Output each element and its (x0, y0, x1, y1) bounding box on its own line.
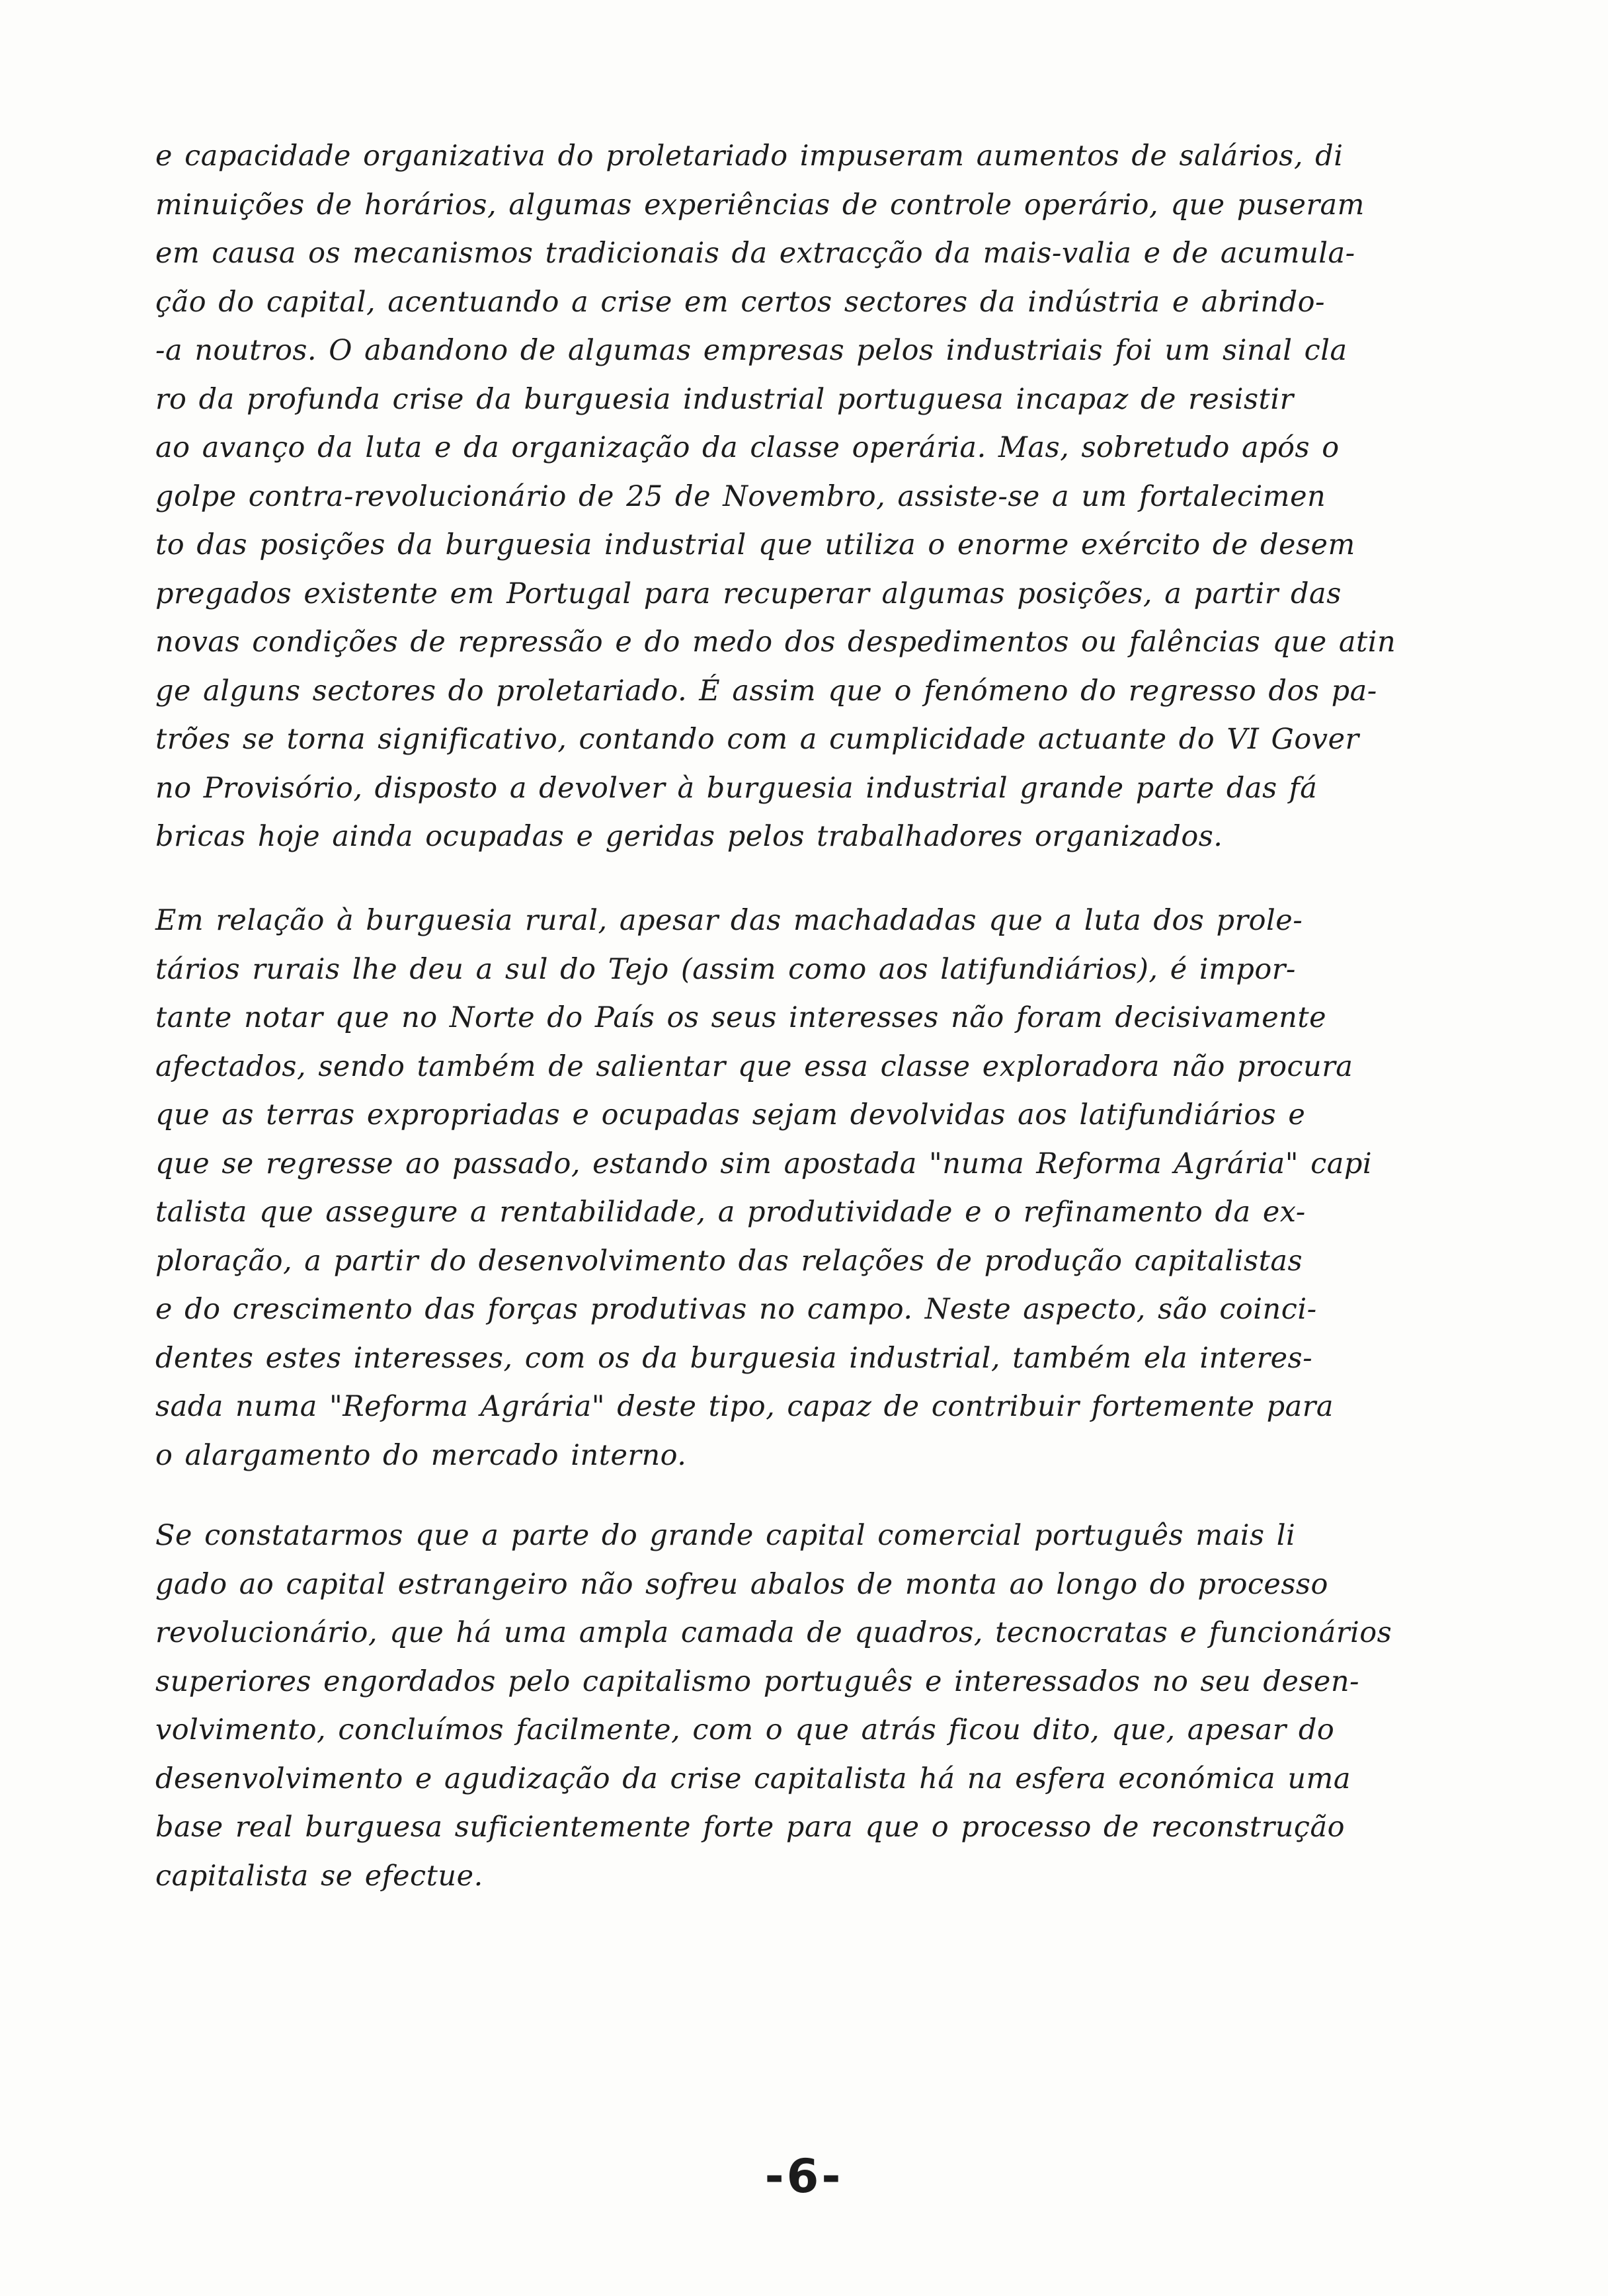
text-line: superiores engordados pelo capitalismo português e interessados no seu desen- (155, 1664, 1360, 1698)
text-line: tários rurais lhe deu a sul do Tejo (assim como aos latifundiários), é impor- (155, 952, 1296, 986)
text-line: e capacidade organizativa do proletariado impuseram aumentos de salários, di (155, 140, 1344, 173)
text-line: desenvolvimento e agudização da crise capitalista há na esfera económica uma (155, 1762, 1351, 1795)
text-line: talista que assegure a rentabilidade, a produtividade e o refinamento da ex- (155, 1196, 1306, 1229)
text-line: ro da profunda crise da burguesia industrial portuguesa incapaz de resistir (155, 382, 1294, 416)
text-line: trões se torna significativo, contando com a cumplicidade actuante do VI Gover (155, 723, 1359, 756)
text-line: golpe contra-revolucionário de 25 de Novembro, assiste-se a um fortalecimen (155, 479, 1326, 513)
text-line: volvimento, concluímos facilmente, com o que atrás ficou dito, que, apesar do (155, 1713, 1335, 1746)
text-line: revolucionário, que há uma ampla camada de quadros, tecnocratas e funcionários (155, 1616, 1392, 1649)
text-line: que as terras expropriadas e ocupadas sejam devolvidas aos latifundiários e (155, 1098, 1306, 1131)
text-line: bricas hoje ainda ocupadas e geridas pelos trabalhadores organizados. (155, 820, 1223, 853)
text-line: ge alguns sectores do proletariado. É assim que o fenómeno do regresso dos pa- (155, 674, 1377, 708)
text-line: ção do capital, acentuando a crise em certos sectores da indústria e abrindo- (155, 285, 1326, 319)
text-line: novas condições de repressão e do medo dos despedimentos ou falências que atin (155, 626, 1396, 659)
paragraph-3 (155, 1512, 1451, 1901)
text-line: Em relação à burguesia rural, apesar das machadadas que a luta dos prole- (155, 904, 1303, 937)
text-line: que se regresse ao passado, estando sim apostada "numa Reforma Agrária" capi (155, 1147, 1373, 1180)
text-line: sada numa "Reforma Agrária" deste tipo, capaz de contribuir fortemente para (155, 1390, 1334, 1423)
text-line: ao avanço da luta e da organização da classe operária. Mas, sobretudo após o (155, 431, 1340, 464)
text-line: o alargamento do mercado interno. (155, 1438, 687, 1472)
text-line: tante notar que no Norte do País os seus interesses não foram decisivamente (155, 1001, 1327, 1034)
text-line: base real burguesa suficientemente forte para que o processo de reconstrução (155, 1811, 1346, 1844)
paragraph-1 (155, 132, 1451, 862)
text-line: no Provisório, disposto a devolver à burguesia industrial grande parte das fá (155, 771, 1318, 805)
page-number: -6- (764, 2149, 844, 2203)
text-line: minuições de horários, algumas experiências de controle operário, que puseram (155, 188, 1365, 222)
text-line: -a noutros. O abandono de algumas empresas pelos industriais foi um sinal cla (155, 334, 1347, 367)
text-line: capitalista se efectue. (155, 1859, 483, 1893)
text-line: pregados existente em Portugal para recuperar algumas posições, a partir das (155, 577, 1342, 610)
text-line: Se constatarmos que a parte do grande capital comercial português mais li (155, 1519, 1296, 1552)
text-line: afectados, sendo também de salientar que essa classe exploradora não procura (155, 1049, 1353, 1083)
text-line: e do crescimento das forças produtivas no campo. Neste aspecto, são coinci- (155, 1293, 1317, 1326)
text-line: to das posições da burguesia industrial que utiliza o enorme exército de desem (155, 528, 1355, 561)
text-line: gado ao capital estrangeiro não sofreu abalos de monta ao longo do processo (155, 1567, 1328, 1601)
paragraph-2 (155, 897, 1451, 1480)
text-line: em causa os mecanismos tradicionais da extracção da mais-valia e de acumula- (155, 237, 1355, 270)
text-line: ploração, a partir do desenvolvimento das relações de produção capitalistas (155, 1244, 1303, 1278)
text-line: dentes estes interesses, com os da burguesia industrial, também ela interes- (155, 1341, 1313, 1375)
